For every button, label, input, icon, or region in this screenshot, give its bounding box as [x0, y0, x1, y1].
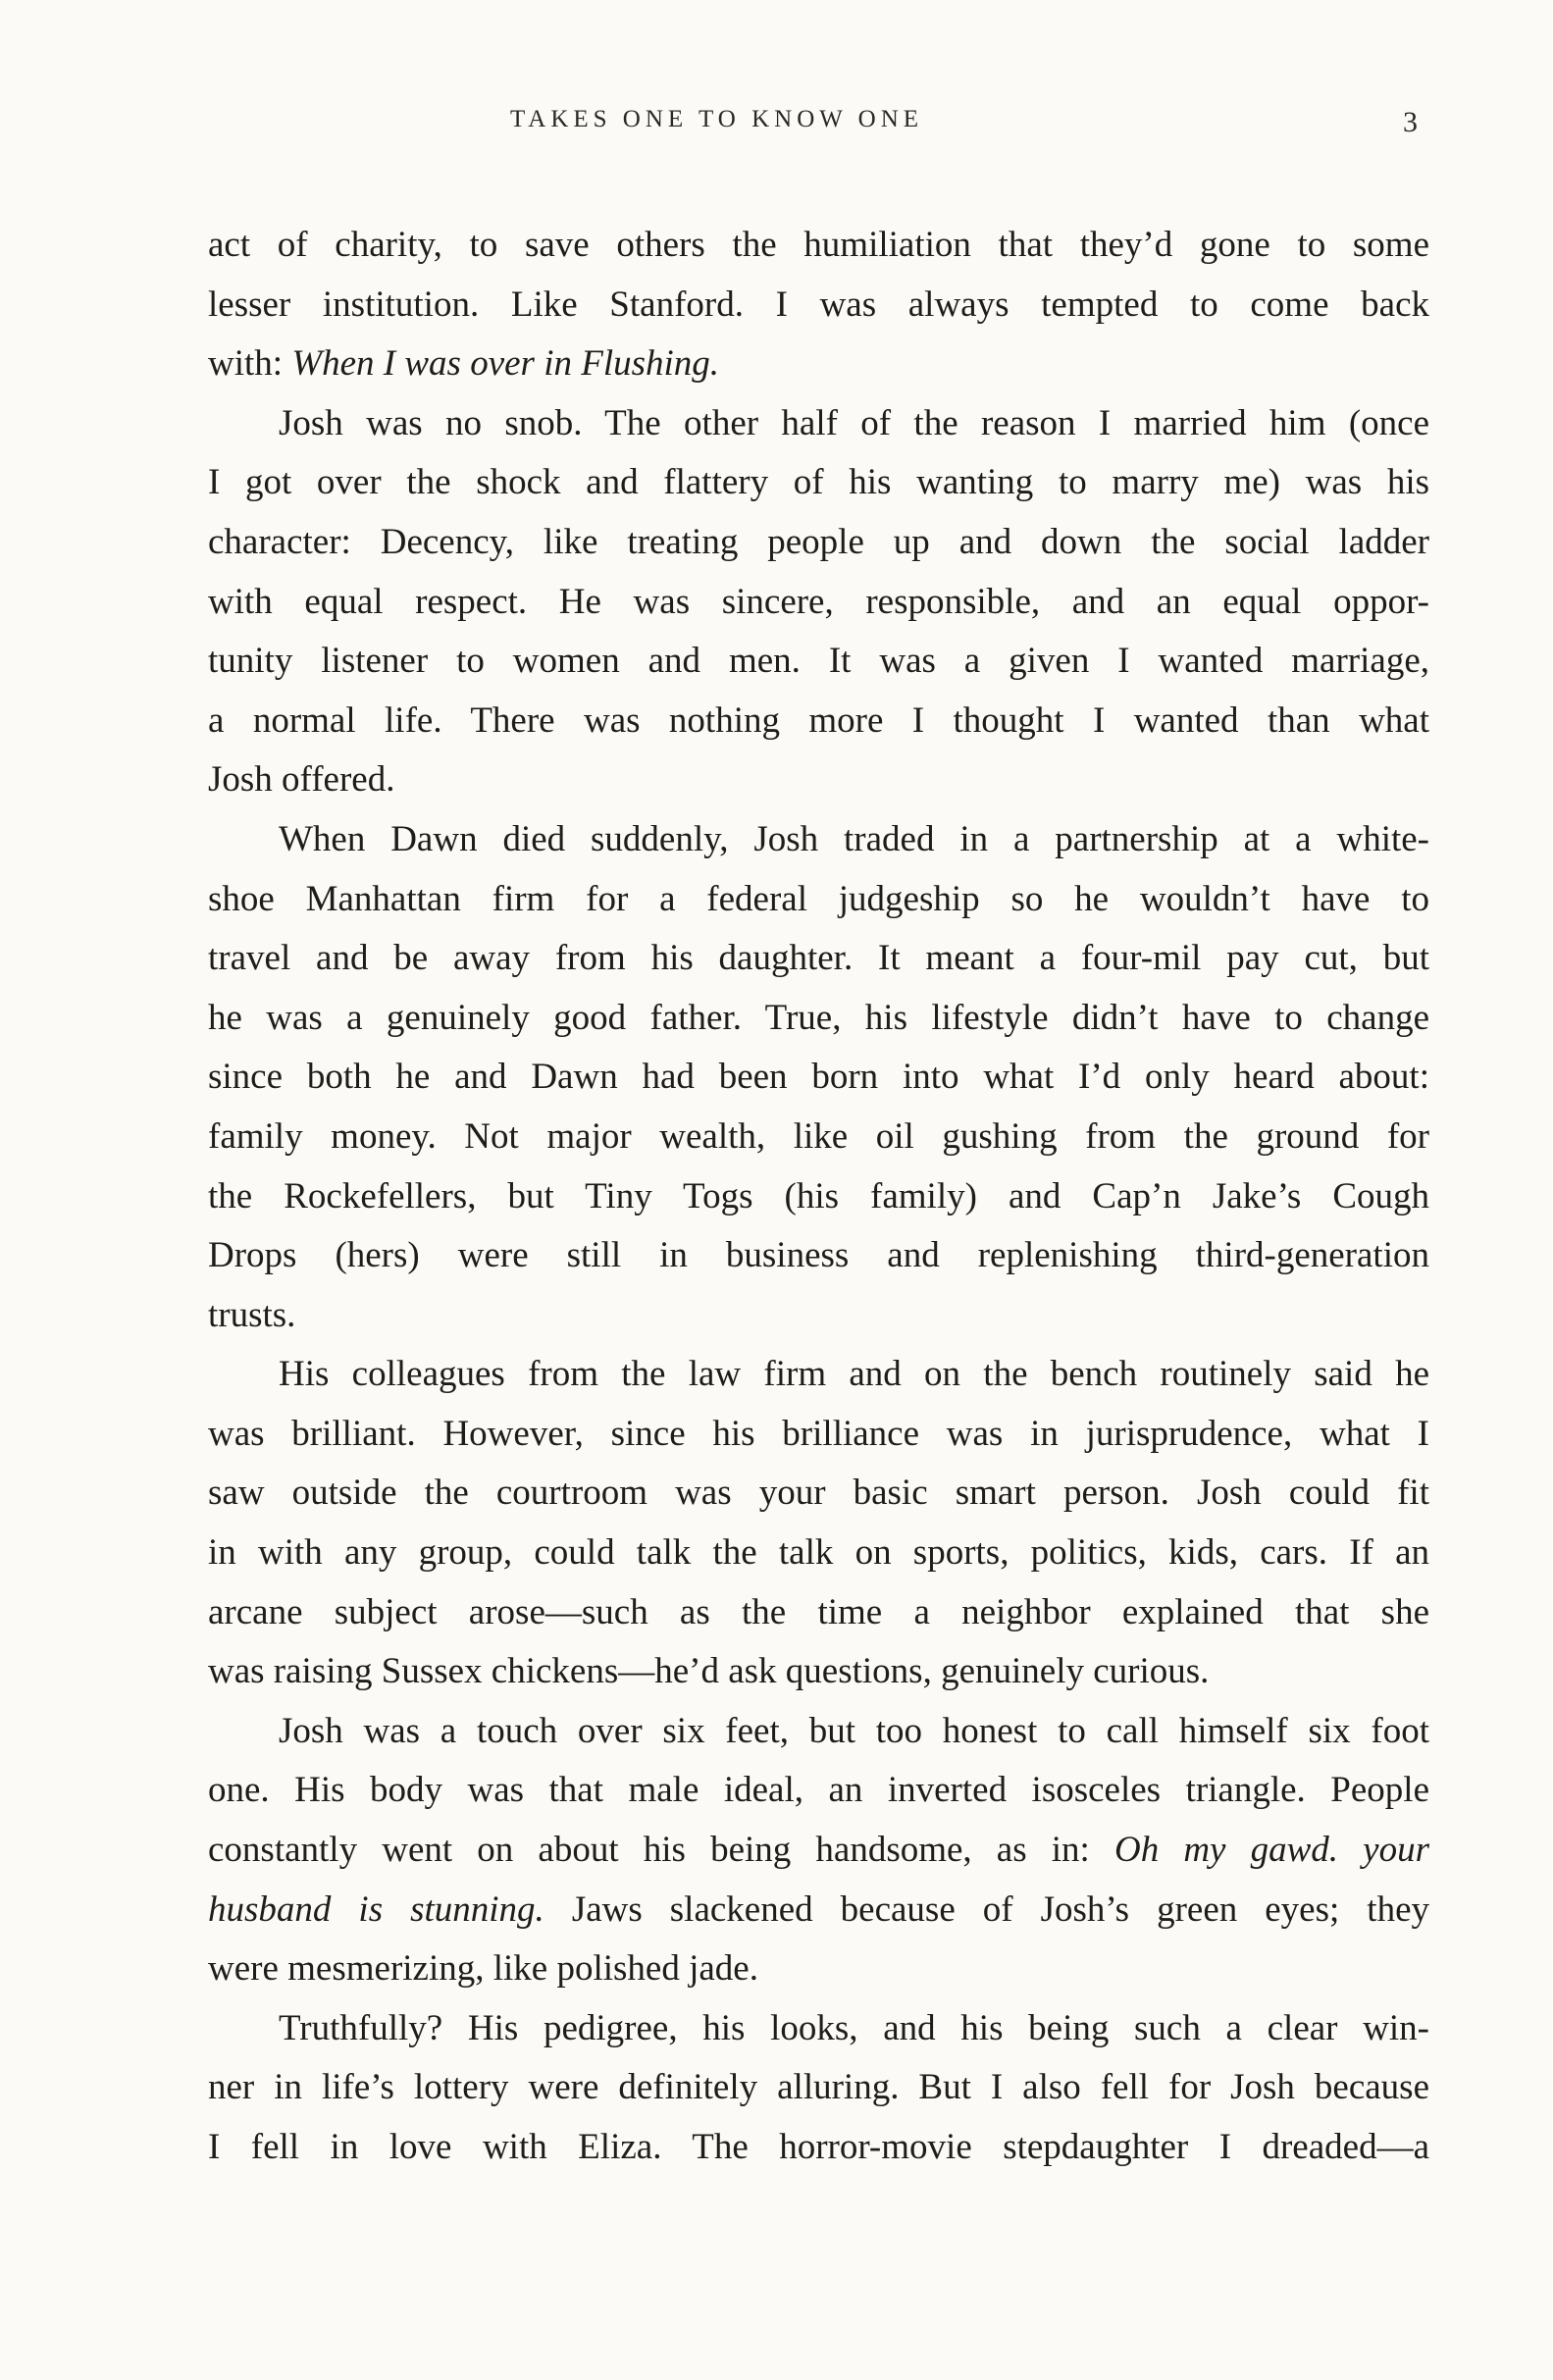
text-line: he was a genuinely good father. True, his lifestyle didn’t have to change: [208, 997, 1429, 1038]
text-line: shoe Manhattan firm for a federal judgeship so he wouldn’t have to: [208, 878, 1429, 919]
text-line: [208, 1881, 1429, 1940]
text-line: were mesmerizing, like polished jade.: [208, 1948, 758, 1990]
text-segment: Jaws slackened because of Josh’s green eyes; they: [544, 1888, 1429, 1930]
paragraph-first-line: Josh was a touch over six feet, but too honest to call himself six foot: [279, 1710, 1429, 1751]
text-line: ner in life’s lottery were definitely alluring. But I also fell for Josh because: [208, 2067, 1429, 2108]
paragraph-first-line: Josh was no snob. The other half of the reason I married him (once: [279, 402, 1429, 443]
text-line: one. His body was that male ideal, an inverted isosceles triangle. People: [208, 1770, 1429, 1811]
text-line: the Rockefellers, but Tiny Togs (his family) and Cap’n Jake’s Cough: [208, 1175, 1429, 1216]
text-line: Josh offered.: [208, 759, 395, 801]
text-line: travel and be away from his daughter. It meant a four-mil pay cut, but: [208, 938, 1429, 979]
text-line: family money. Not major wealth, like oil gushing from the ground for: [208, 1115, 1429, 1157]
text-line: a normal life. There was nothing more I thought I wanted than what: [208, 699, 1429, 741]
running-title: TAKES ONE TO KNOW ONE: [510, 106, 924, 132]
page-number: 3: [1403, 106, 1418, 138]
text-line: I got over the shock and flattery of his wanting to marry me) was his: [208, 462, 1429, 503]
paragraph-first-line: When Dawn died suddenly, Josh traded in a partnership at a white-: [279, 818, 1429, 859]
running-head: [0, 106, 1553, 145]
text-line: character: Decency, like treating people up and down the social ladder: [208, 521, 1429, 562]
text-line: lesser institution. Like Stanford. I was always tempted to come back: [208, 284, 1429, 325]
text-line: with equal respect. He was sincere, responsible, and an equal oppor-: [208, 581, 1429, 622]
text-line: act of charity, to save others the humiliation that they’d gone to some: [208, 225, 1429, 265]
paragraph-first-line: Truthfully? His pedigree, his looks, and his being such a clear win-: [279, 2007, 1429, 2048]
italic-text: husband is stunning.: [208, 1888, 544, 1930]
text-segment: with:: [208, 343, 292, 385]
text-line: trusts.: [208, 1294, 296, 1335]
text-line: I fell in love with Eliza. The horror-movie stepdaughter I dreaded—a: [208, 2127, 1429, 2167]
text-line: arcane subject arose—such as the time a neighbor explained that she: [208, 1591, 1429, 1632]
text-line: since both he and Dawn had been born into what I’d only heard about:: [208, 1057, 1429, 1098]
text-line: Drops (hers) were still in business and replenishing third-generation: [208, 1235, 1429, 1276]
text-line: [208, 1821, 1429, 1881]
paragraph-first-line: His colleagues from the law firm and on the bench routinely said he: [279, 1354, 1429, 1395]
italic-text: Oh my gawd. your: [1113, 1830, 1429, 1871]
text-line: saw outside the courtroom was your basic smart person. Josh could fit: [208, 1473, 1429, 1514]
text-line: was raising Sussex chickens—he’d ask questions, genuinely curious.: [208, 1651, 1210, 1692]
italic-text: When I was over in Flushing.: [291, 343, 720, 385]
text-line: tunity listener to women and men. It was a given I wanted marriage,: [208, 641, 1429, 682]
text-segment: constantly went on about his being handsome, as in:: [208, 1830, 1114, 1871]
body-text: [208, 216, 1429, 2178]
text-line: in with any group, could talk the talk on sports, politics, kids, cars. If an: [208, 1532, 1429, 1574]
text-line: was brilliant. However, since his brilliance was in jurisprudence, what I: [208, 1413, 1429, 1454]
text-line: [208, 335, 1429, 394]
